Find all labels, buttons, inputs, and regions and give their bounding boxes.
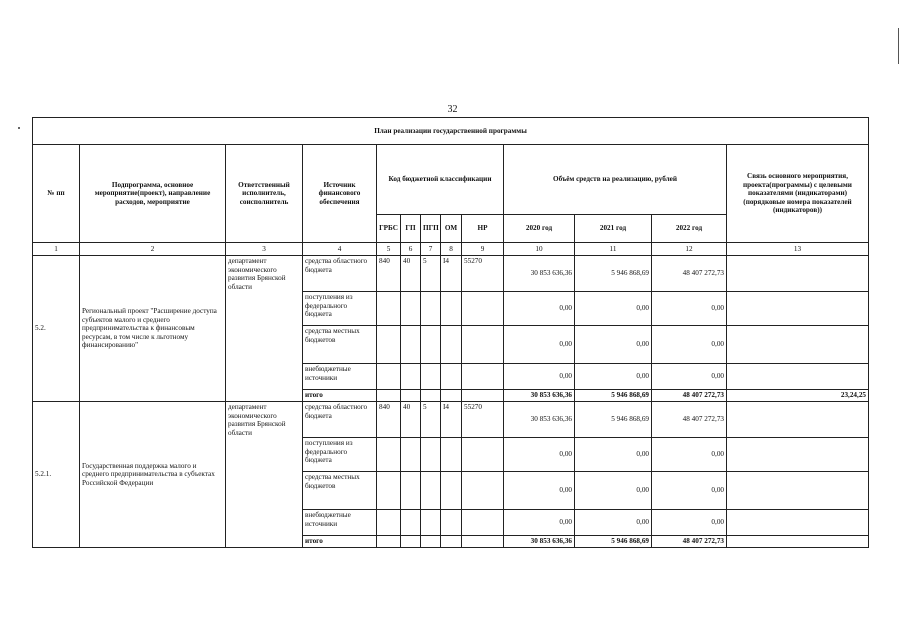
budget-code-pgp: 5 (421, 256, 441, 292)
scan-edge-mark (898, 28, 899, 64)
budget-code-pgp (421, 536, 441, 548)
budget-code-om: I4 (441, 402, 462, 438)
column-number: 8 (441, 243, 462, 256)
budget-code-gp (401, 472, 421, 510)
column-number: 9 (462, 243, 504, 256)
budget-code-gp (401, 510, 421, 536)
amount-y2021: 5 946 868,69 (575, 402, 652, 438)
indicator-link (727, 438, 869, 472)
row-number: 5.2.1. (33, 402, 80, 548)
header-2021: 2021 год (575, 215, 652, 243)
budget-code-grbs (377, 536, 401, 548)
amount-y2021: 5 946 868,69 (575, 390, 652, 402)
budget-code-pgp (421, 472, 441, 510)
header-row-1 (33, 145, 869, 215)
amount-y2020: 30 853 636,36 (504, 402, 575, 438)
amount-y2021: 0,00 (575, 510, 652, 536)
indicator-link (727, 256, 869, 292)
budget-code-gp (401, 390, 421, 402)
header-link: Связь основного мероприятия, проекта(программы) с целевыми показателями (индикаторами) (порядковые номера показателей (индикаторов)) (727, 145, 869, 243)
indicator-link (727, 402, 869, 438)
funding-source: итого (303, 536, 377, 548)
column-number: 13 (727, 243, 869, 256)
amount-y2020: 0,00 (504, 326, 575, 364)
budget-code-pgp (421, 510, 441, 536)
header-pgp: ПГП (421, 215, 441, 243)
budget-code-nr: 55270 (462, 256, 504, 292)
budget-code-nr (462, 326, 504, 364)
budget-code-grbs (377, 472, 401, 510)
indicator-link: 23,24,25 (727, 390, 869, 402)
indicator-link (727, 292, 869, 326)
event-name: Государственная поддержка малого и среднего предпринимательства в субъектах Российской Федерации (80, 402, 226, 548)
budget-code-gp (401, 364, 421, 390)
table-title-row (33, 118, 869, 145)
amount-y2020: 0,00 (504, 472, 575, 510)
budget-code-pgp (421, 390, 441, 402)
amount-y2022: 48 407 272,73 (652, 256, 727, 292)
column-number: 2 (80, 243, 226, 256)
budget-code-om: I4 (441, 256, 462, 292)
amount-y2022: 0,00 (652, 364, 727, 390)
header-no: № пп (33, 145, 80, 243)
event-name: Региональный проект "Расширение доступа субъектов малого и среднего предпринимательства к финансовым ресурсам, в том числе к льготному финансированию" (80, 256, 226, 402)
funding-source: итого (303, 390, 377, 402)
funding-source: средства местных бюджетов (303, 326, 377, 364)
page-number: 32 (447, 104, 458, 115)
amount-y2021: 0,00 (575, 326, 652, 364)
amount-y2020: 0,00 (504, 292, 575, 326)
table-title: План реализации государственной программы (33, 118, 869, 145)
column-number: 3 (226, 243, 303, 256)
budget-code-nr (462, 390, 504, 402)
budget-code-nr (462, 472, 504, 510)
budget-code-om (441, 438, 462, 472)
amount-y2021: 5 946 868,69 (575, 256, 652, 292)
budget-code-pgp (421, 326, 441, 364)
column-number: 11 (575, 243, 652, 256)
indicator-link (727, 536, 869, 548)
budget-code-grbs (377, 510, 401, 536)
funding-source: поступления из федерального бюджета (303, 292, 377, 326)
column-number: 12 (652, 243, 727, 256)
budget-code-om (441, 510, 462, 536)
amount-y2020: 30 853 636,36 (504, 256, 575, 292)
amount-y2022: 0,00 (652, 326, 727, 364)
header-nr: НР (462, 215, 504, 243)
amount-y2022: 0,00 (652, 510, 727, 536)
amount-y2022: 0,00 (652, 472, 727, 510)
indicator-link (727, 326, 869, 364)
column-number: 5 (377, 243, 401, 256)
column-number: 10 (504, 243, 575, 256)
budget-code-grbs: 840 (377, 402, 401, 438)
funding-source: поступления из федерального бюджета (303, 438, 377, 472)
budget-code-om (441, 326, 462, 364)
indicator-link (727, 472, 869, 510)
amount-y2021: 0,00 (575, 472, 652, 510)
amount-y2020: 0,00 (504, 438, 575, 472)
budget-code-gp: 40 (401, 402, 421, 438)
funding-source: средства местных бюджетов (303, 472, 377, 510)
amount-y2020: 0,00 (504, 364, 575, 390)
budget-code-om (441, 364, 462, 390)
amount-y2022: 48 407 272,73 (652, 402, 727, 438)
budget-code-nr: 55270 (462, 402, 504, 438)
budget-code-pgp (421, 438, 441, 472)
amount-y2021: 0,00 (575, 438, 652, 472)
responsible-executor: департамент экономического развития Брянской области (226, 256, 303, 402)
column-number: 4 (303, 243, 377, 256)
amount-y2020: 30 853 636,36 (504, 390, 575, 402)
budget-code-grbs: 840 (377, 256, 401, 292)
funding-source: средства областного бюджета (303, 402, 377, 438)
header-source: Источник финансового обеспечения (303, 145, 377, 243)
amount-y2020: 0,00 (504, 510, 575, 536)
header-responsible: Ответственный исполнитель, соисполнитель (226, 145, 303, 243)
amount-y2022: 48 407 272,73 (652, 536, 727, 548)
budget-code-om (441, 292, 462, 326)
column-number: 7 (421, 243, 441, 256)
budget-code-nr (462, 510, 504, 536)
amount-y2022: 0,00 (652, 292, 727, 326)
budget-code-pgp: 5 (421, 402, 441, 438)
budget-code-grbs (377, 438, 401, 472)
header-gp: ГП (401, 215, 421, 243)
funding-source: внебюджетные источники (303, 510, 377, 536)
budget-code-om (441, 472, 462, 510)
column-number: 6 (401, 243, 421, 256)
indicator-link (727, 510, 869, 536)
budget-code-pgp (421, 364, 441, 390)
amount-y2022: 0,00 (652, 438, 727, 472)
budget-code-nr (462, 292, 504, 326)
budget-code-grbs (377, 292, 401, 326)
budget-code-gp (401, 438, 421, 472)
header-volume: Объём средств на реализацию, рублей (504, 145, 727, 215)
funding-source: внебюджетные источники (303, 364, 377, 390)
budget-code-gp (401, 326, 421, 364)
budget-code-pgp (421, 292, 441, 326)
funding-source: средства областного бюджета (303, 256, 377, 292)
header-om: ОМ (441, 215, 462, 243)
budget-code-gp (401, 536, 421, 548)
column-number-row (33, 243, 869, 256)
indicator-link (727, 364, 869, 390)
header-2022: 2022 год (652, 215, 727, 243)
budget-code-nr (462, 364, 504, 390)
table-row (33, 402, 869, 438)
table-row (33, 256, 869, 292)
amount-y2021: 5 946 868,69 (575, 536, 652, 548)
header-subprogram: Подпрограмма, основное мероприятие(проект), направление расходов, мероприятие (80, 145, 226, 243)
column-number: 1 (33, 243, 80, 256)
budget-code-nr (462, 438, 504, 472)
budget-code-grbs (377, 326, 401, 364)
budget-code-om (441, 390, 462, 402)
header-grbs: ГРБС (377, 215, 401, 243)
responsible-executor: департамент экономического развития Брянской области (226, 402, 303, 548)
implementation-plan-table (32, 117, 869, 548)
amount-y2022: 48 407 272,73 (652, 390, 727, 402)
budget-code-nr (462, 536, 504, 548)
header-budget-code: Код бюджетной классификации (377, 145, 504, 215)
budget-code-om (441, 536, 462, 548)
scan-dot (18, 127, 20, 129)
header-2020: 2020 год (504, 215, 575, 243)
row-number: 5.2. (33, 256, 80, 402)
amount-y2020: 30 853 636,36 (504, 536, 575, 548)
amount-y2021: 0,00 (575, 292, 652, 326)
budget-code-grbs (377, 364, 401, 390)
amount-y2021: 0,00 (575, 364, 652, 390)
budget-code-gp (401, 292, 421, 326)
budget-code-gp: 40 (401, 256, 421, 292)
budget-code-grbs (377, 390, 401, 402)
